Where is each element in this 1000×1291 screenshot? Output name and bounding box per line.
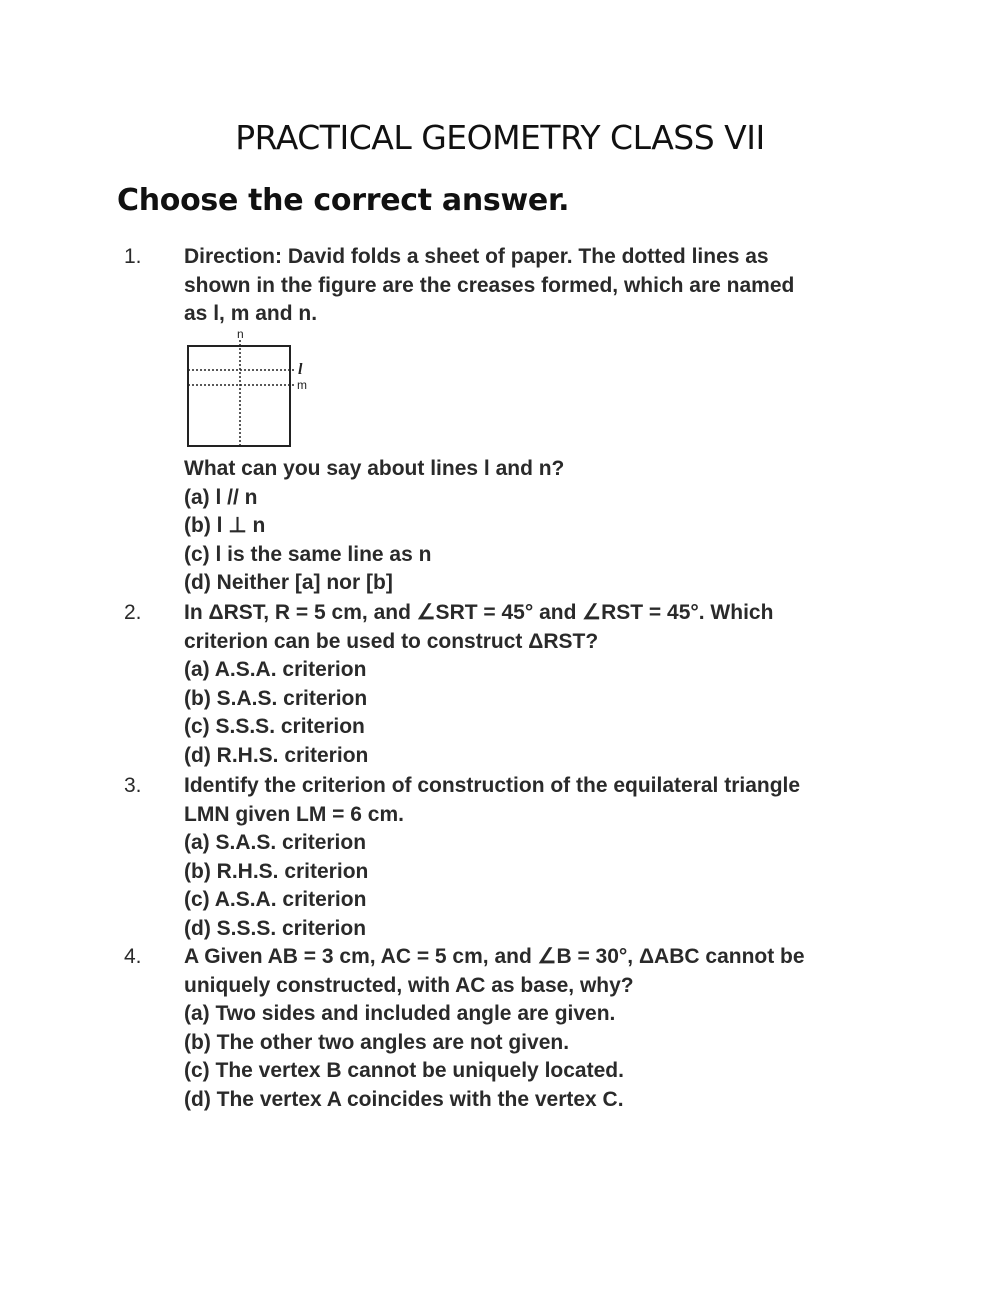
question-4-line-1: A Given AB = 3 cm, AC = 5 cm, and ∠B = 30°, ΔABC cannot be [184,945,805,968]
question-4-option-a[interactable]: (a) Two sides and included angle are given. [184,1002,616,1025]
question-1 [184,243,884,329]
label-l: l [298,361,303,378]
question-2-option-b[interactable]: (b) S.A.S. criterion [184,686,368,710]
question-2-option-d[interactable]: (d) R.H.S. criterion [184,743,369,767]
question-3-option-a[interactable]: (a) S.A.S. criterion [184,831,367,854]
question-1-subquestion: What can you say about lines l and n? [184,457,565,480]
question-1-number: 1. [124,245,142,268]
question-3-number: 3. [124,774,142,797]
label-n: n [237,328,244,341]
folded-paper-figure [184,328,324,455]
question-1-line-3: as l, m and n. [184,302,318,325]
question-4-option-b[interactable]: (b) The other two angles are not given. [184,1030,570,1054]
folded-paper-diagram [184,328,324,450]
question-4-number: 4. [124,945,142,968]
question-1-line-2: shown in the figure are the creases formed, which are named [184,273,795,297]
question-2-number: 2. [124,601,142,624]
question-3 [184,772,884,943]
question-3-option-d[interactable]: (d) S.S.S. criterion [184,916,367,940]
question-1-option-a[interactable]: (a) l // n [184,485,258,509]
question-1-option-d[interactable]: (d) Neither [a] nor [b] [184,571,393,594]
question-2-option-c[interactable]: (c) S.S.S. criterion [184,715,365,738]
question-2-option-a[interactable]: (a) A.S.A. criterion [184,658,367,681]
question-1-line-1: Direction: David folds a sheet of paper. The dotted lines as [184,245,769,268]
question-1-choices [184,455,884,598]
question-3-line-1: Identify the criterion of construction of the equilateral triangle [184,774,801,797]
question-3-option-b[interactable]: (b) R.H.S. criterion [184,859,369,883]
label-m: m [297,378,307,392]
question-4 [184,943,884,1114]
question-4-option-d[interactable]: (d) The vertex A coincides with the vertex C. [184,1087,624,1111]
question-3-option-c[interactable]: (c) A.S.A. criterion [184,888,367,911]
instruction-text: Choose the correct answer. [117,183,570,218]
paper-outline [188,346,290,446]
question-2 [184,599,884,770]
question-2-line-2: criterion can be used to construct ΔRST? [184,629,599,653]
question-2-line-1: In ΔRST, R = 5 cm, and ∠SRT = 45° and ∠RST = 45°. Which [184,601,774,624]
question-3-line-2: LMN given LM = 6 cm. [184,802,404,826]
question-1-option-c[interactable]: (c) l is the same line as n [184,542,432,566]
question-1-option-b[interactable]: (b) l ⊥ n [184,514,266,537]
page-title: PRACTICAL GEOMETRY CLASS VII [235,118,765,157]
question-4-line-2: uniquely constructed, with AC as base, why? [184,973,634,997]
question-4-option-c[interactable]: (c) The vertex B cannot be uniquely located. [184,1059,624,1082]
